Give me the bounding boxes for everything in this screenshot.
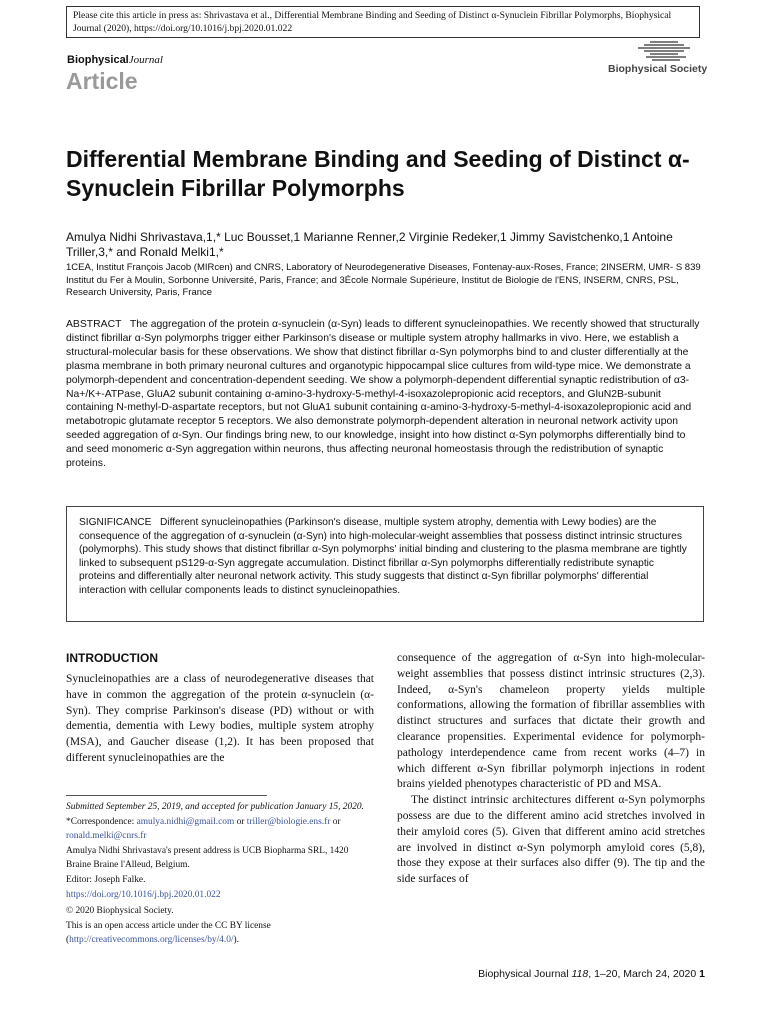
copyright: © 2020 Biophysical Society. <box>66 905 174 916</box>
correspondence-or-1: or <box>234 817 247 828</box>
email-link-2[interactable]: triller@biologie.ens.fr <box>246 817 331 828</box>
intro-paragraph-2: The distinct intrinsic architectures different α-Syn polymorphs possess are due to the different amino acid stretches involved in their amyloid cores (5). Given that different amino acid stretches are involved in distinct α-Syn polymorph amyloid cores (5,8), those they expose at their surfaces also differ (9). The tip and the side surfaces of <box>397 794 705 886</box>
section-heading-introduction: INTRODUCTION <box>66 651 158 665</box>
article-type-label: Article <box>66 68 138 94</box>
email-link-3[interactable]: ronald.melki@cnrs.fr <box>66 830 147 841</box>
correspondence <box>66 816 374 843</box>
footer-volume: 118 <box>571 968 589 980</box>
license-note <box>66 920 374 947</box>
abstract-label: ABSTRACT <box>66 319 122 330</box>
journal-logo-b: Journal <box>128 54 163 66</box>
intro-right-column <box>397 651 705 888</box>
footer-pages: , 1–20, March 24, 2020 <box>588 968 700 980</box>
abstract <box>66 318 704 471</box>
article-title: Differential Membrane Binding and Seeding of Distinct α-Synuclein Fibrillar Polymorphs <box>66 146 690 201</box>
abstract-text: The aggregation of the protein α-synuclein (α-Syn) leads to different synucleinopathies. We recently showed that structurally distinct fibrillar α-Syn polymorphs trigger either Parkinson's disease or multiple system atrophy hallmarks in vivo. Here, we establish a structural-molecular basis for these observations. We show that distinct fibrillar α-Syn polymorphs bind to and cluster differentially at the plasma membrane in both primary neuronal cultures and organotypic hippocampal slice cultures from wild-type mice. We demonstrate a polymorph-dependent and concentration-dependent seeding. We show a polymorph-dependent differential synaptic redistribution of α3-Na+/K+-ATPase, GluA2 subunit containing α-amino-3-hydroxy-5-methyl-4-isoxazolepropionic acid receptors, and GluN2B-subunit containing N-methyl-D-aspartate receptors, but not GluA1 subunit containing α-amino-3-hydroxy-5-methyl-4-isoxazolepropionic acid and metabotropic glutamate receptor 5 receptors. We also demonstrate polymorph-dependent alteration in neuronal network activity upon seeded aggregation of α-Syn. Our findings bring new, to our knowledge, insight into how distinct α-Syn polymorphs differentially bind to and seed monomeric α-Syn aggregation within neurons, thus affecting neuronal homeostasis through the redistribution of synaptic proteins. <box>66 319 700 470</box>
society-name: Biophysical Society <box>608 63 708 75</box>
footnote-divider <box>66 795 267 796</box>
journal-logo-a: Biophysical <box>67 54 129 66</box>
doi-link[interactable]: https://doi.org/10.1016/j.bpj.2020.01.022 <box>66 890 221 901</box>
submission-dates: Submitted September 25, 2019, and accepted for publication January 15, 2020. <box>66 802 364 812</box>
license-link[interactable]: http://creativecommons.org/licenses/by/4.0/ <box>69 934 234 945</box>
intro-left-column: Synucleinopathies are a class of neurodegenerative diseases that have in common the aggregation of the protein α-synuclein (α-Syn). They comprise Parkinson's disease (PD) without or with dementia, dementia with Lewy bodies, multiple system atrophy (MSA), and Gaucher disease (1,2). It has been proposed that different synucleinopathies are the <box>66 673 374 764</box>
author-list: Amulya Nidhi Shrivastava,1,* Luc Bousset,1 Marianne Renner,2 Virginie Redeker,1 Jimmy Savistchenko,1 Antoine Triller,3,* and Ronald Melki1,* <box>66 230 673 259</box>
email-link-1[interactable]: amulya.nidhi@gmail.com <box>136 817 235 828</box>
page-footer <box>370 968 705 980</box>
significance-text: Different synucleinopathies (Parkinson's disease, multiple system atrophy, dementia with Lewy bodies) are the consequence of the aggregation of α-synuclein (α-Syn) into high-molecular-weight assemblies that possess distinct intrinsic structures (polymorphs). This study shows that distinct fibrillar α-Syn polymorphs' initial binding and clustering to the plasma membrane are tightly linked to subsequent pS129-α-Syn aggregate accumulation. Distinct fibrillar α-Syn polymorphs differentially redistribute synaptic proteins and differentially alter neuronal network activity. This study suggests that distinct α-Syn fibrillar polymorphs' differential interaction with cellular components leads to distinct synucleinopathies. <box>79 517 687 596</box>
affiliations: 1CEA, Institut François Jacob (MIRcen) and CNRS, Laboratory of Neurodegenerative Diseases, Fontenay-aux-Roses, France; 2INSERM, UMR- S 839 Institut du Fer à Moulin, Sorbonne Université, Paris, France; and 3École Normale Supérieure, Institut de Biologie de l'ENS, INSERM, CNRS, PSL, Research University, Paris, France <box>66 262 701 298</box>
cite-notice-box <box>66 6 700 38</box>
correspondence-or-2: or <box>330 817 341 828</box>
present-address: Amulya Nidhi Shrivastava's present address is UCB Biopharma SRL, 1420 Braine Braine l'Alleud, Belgium. <box>66 846 349 870</box>
license-end: ). <box>233 934 239 945</box>
footnotes <box>66 801 374 949</box>
footer-journal: Biophysical Journal <box>478 968 572 980</box>
intro-paragraph-1: consequence of the aggregation of α-Syn into high-molecular-weight assemblies that possess distinct intrinsic structures (2,3). Indeed, α-Syn's chameleon property yields multiple conformations, allowing the formation of fibrillar assemblies with distinct structures and surfaces that dictate their growth and clearance propensities. Experimental evidence for polymorph-pathology interdependence came from recent works (4–7) in which different α-Syn fibrillar polymorph injections in rodent brains yielded phenotypes characteristic of PD and MSA. <box>397 652 705 791</box>
editor: Editor: Joseph Falke. <box>66 875 146 886</box>
cite-notice-text: Please cite this article in press as: Shrivastava et al., Differential Membrane Binding and Seeding of Distinct α-Synuclein Fibrillar Polymorphs, Biophysical Journal (2020), https://doi.org/10.1016/j.bpj.2020.01.022 <box>73 10 672 34</box>
license-text: This is an open access article under the CC BY license ( <box>66 921 271 945</box>
correspondence-label: *Correspondence: <box>66 817 137 828</box>
significance-box <box>66 506 704 622</box>
page-number: 1 <box>699 968 705 980</box>
significance-label: SIGNIFICANCE <box>79 517 152 528</box>
journal-logo <box>67 54 163 66</box>
